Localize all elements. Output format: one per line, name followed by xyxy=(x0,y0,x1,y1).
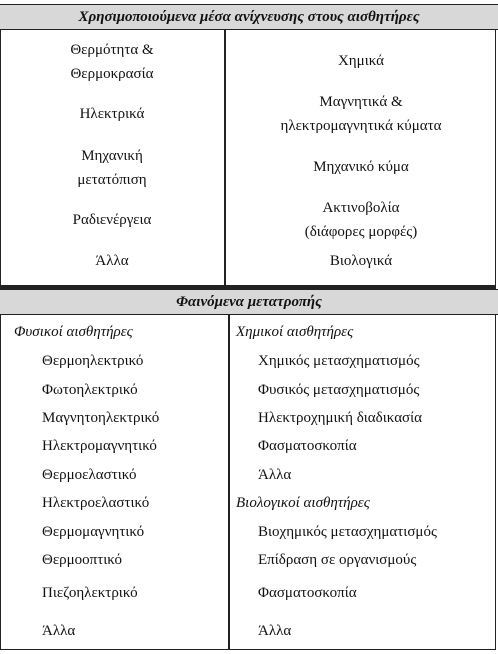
physical-sensor-item: Θερμοηλεκτρικό xyxy=(42,353,144,369)
section1-left-item xyxy=(0,249,224,273)
section1-left-text: μετατόπιση xyxy=(77,172,147,188)
section1-left-item xyxy=(0,102,224,126)
section1-left-item xyxy=(0,208,224,232)
section1-left-item xyxy=(0,144,224,192)
section1-right-text: Μαγνητικά & xyxy=(319,94,403,110)
chemical-sensor-item: Χημικός μετασχηματισμός xyxy=(258,353,420,369)
physical-sensor-item: Ηλεκτρομαγνητικό xyxy=(42,438,157,454)
chemical-sensor-item: Ηλεκτροχημική διαδικασία xyxy=(258,410,423,426)
section1-right-text: (διάφορες μορφές) xyxy=(304,224,418,240)
physical-sensor-item: Μαγνητοηλεκτρικό xyxy=(42,410,160,426)
biological-sensors-heading: Βιολογικοί αισθητήρες xyxy=(236,495,370,511)
section1-title: Χρησιμοποιούμενα μέσα ανίχνευσης στους αισθητήρες xyxy=(0,4,498,30)
chemical-sensor-item: Φυσικός μετασχηματισμός xyxy=(258,382,420,398)
section1-right-text: Βιολογικά xyxy=(329,253,393,269)
section1-right-item xyxy=(226,155,496,179)
biological-sensor-item: Άλλα xyxy=(258,623,292,639)
section1-right-text: Χημικά xyxy=(337,53,385,69)
section1-left-text: Ραδιενέργεια xyxy=(72,212,152,228)
section1-left-item xyxy=(0,38,224,86)
section2-title: Φαινόμενα μετατροπής xyxy=(0,289,498,315)
chemical-sensor-item: Άλλα xyxy=(258,467,292,483)
physical-sensor-item: Ηλεκτροελαστικό xyxy=(42,495,150,511)
biological-sensor-item: Φασματοσκοπία xyxy=(258,585,357,601)
biological-sensor-item: Βιοχημικός μετασχηματισμός xyxy=(258,524,437,540)
chemical-sensor-item: Φασματοσκοπία xyxy=(258,438,357,454)
section1-left-text: Θερμότητα & xyxy=(70,42,154,58)
section1-right-item xyxy=(226,196,496,244)
physical-sensor-item: Άλλα xyxy=(42,623,76,639)
physical-sensor-item: Πιεζοηλεκτρικό xyxy=(42,585,138,601)
section1-right-item xyxy=(226,90,496,138)
chemical-sensors-heading: Χημικοί αισθητήρες xyxy=(236,324,354,340)
section1-right-text: Μηχανικό κύμα xyxy=(313,159,409,175)
section1-right-item xyxy=(226,249,496,273)
physical-sensors-heading: Φυσικοί αισθητήρες xyxy=(14,324,133,340)
section2-column-divider xyxy=(228,315,230,650)
section1-right-item xyxy=(226,49,496,73)
section1-right-text: Ακτινοβολία xyxy=(322,200,400,216)
section1-left-text: Άλλα xyxy=(95,253,129,269)
physical-sensor-item: Θερμοοπτικό xyxy=(42,552,123,568)
biological-sensor-item: Επίδραση σε οργανισμούς xyxy=(258,552,417,568)
physical-sensor-item: Θερμομαγνητικό xyxy=(42,524,145,540)
section1-right-text: ηλεκτρομαγνητικά κύματα xyxy=(280,118,442,134)
physical-sensor-item: Φωτοηλεκτρικό xyxy=(42,382,138,398)
section1-left-text: Μηχανική xyxy=(81,148,143,164)
section1-left-text: Θερμοκρασία xyxy=(70,66,154,82)
section1-left-text: Ηλεκτρικά xyxy=(79,106,145,122)
physical-sensor-item: Θερμοελαστικό xyxy=(42,467,137,483)
